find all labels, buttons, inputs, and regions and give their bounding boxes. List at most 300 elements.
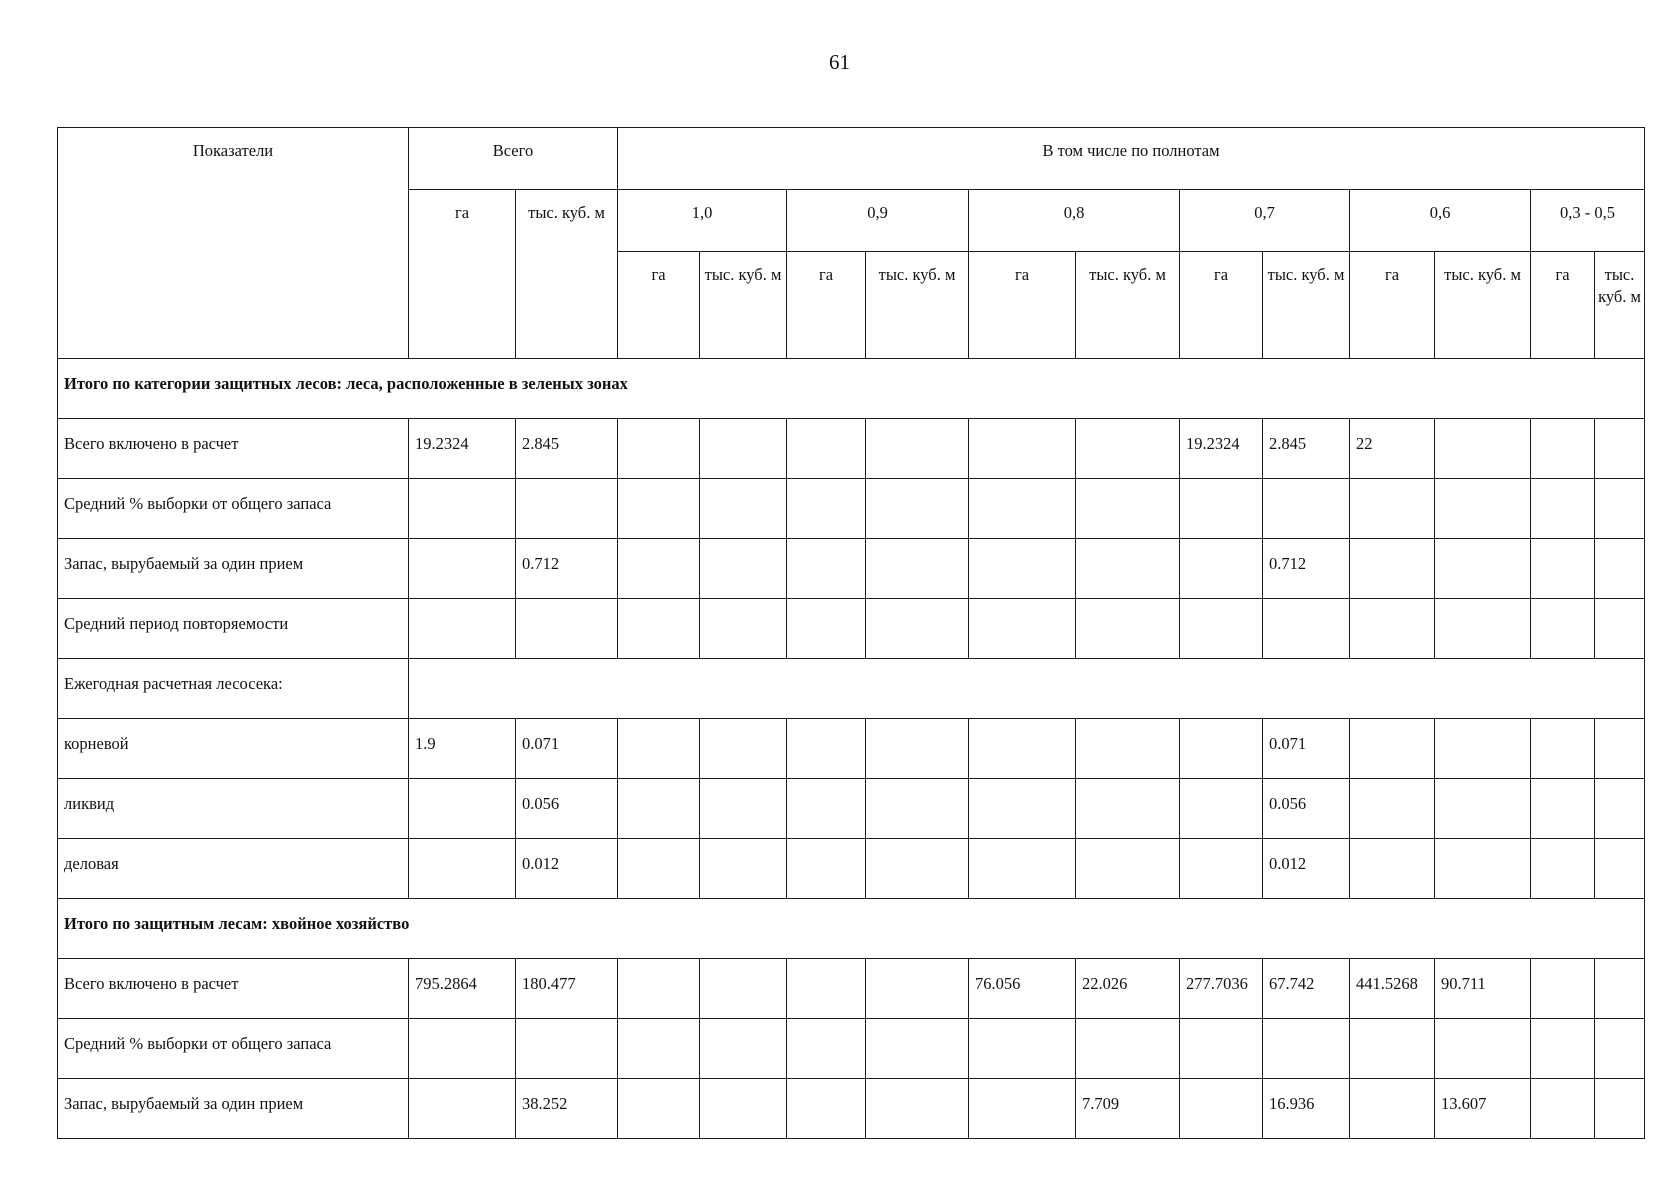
value-cell [866,719,969,779]
cell-value [969,839,1075,854]
page-number: 61 [829,50,850,74]
value-cell [1531,839,1595,899]
cell-value [618,1019,699,1034]
row-label: ликвид [64,794,115,813]
density-label: 0,3 - 0,5 [1560,203,1616,222]
cell-value: 0.056 [522,794,560,813]
cell-value [618,599,699,614]
cell-value: 0.071 [522,734,560,753]
value-cell [969,839,1076,899]
unit-label: га [1014,265,1030,284]
value-cell [700,599,787,659]
value-cell [1350,719,1435,779]
value-cell [618,599,700,659]
cell-value: 2.845 [1269,434,1307,453]
cell-value [969,1019,1075,1034]
cell-value [787,779,865,794]
cell-value [1076,599,1179,614]
cell-value [969,599,1075,614]
by-density-header [618,128,1645,190]
row-label: Средний % выборки от общего запаса [64,494,332,513]
row-label-cell [58,419,409,479]
value-cell [866,479,969,539]
cell-value [787,1079,865,1094]
cell-value: 1.9 [415,734,436,753]
value-cell [700,779,787,839]
value-cell [866,419,969,479]
value-cell [1076,839,1180,899]
cell-value [1076,539,1179,554]
value-cell [1180,1079,1263,1139]
value-cell [1180,1019,1263,1079]
cell-value [866,1019,968,1034]
section1-title [58,359,1645,419]
cell-value: 0.071 [1269,734,1307,753]
unit-label: тыс. куб. м [1598,265,1641,307]
cell-value [700,839,786,854]
total-header-label: Всего [492,141,534,160]
row-label-cell [58,479,409,539]
value-cell [866,959,969,1019]
cell-value [787,959,865,974]
value-cell [1350,599,1435,659]
value-cell [1263,959,1350,1019]
value-cell [787,959,866,1019]
unit-label: га [454,203,470,222]
cell-value [700,419,786,434]
value-cell [787,479,866,539]
value-cell [1350,419,1435,479]
unit-label: тыс. куб. м [1089,265,1166,284]
cell-value [1076,719,1179,734]
value-cell [700,719,787,779]
cell-value [1435,479,1530,494]
value-cell [787,539,866,599]
row-label-cell [58,839,409,899]
value-cell [1531,959,1595,1019]
cell-value [1595,599,1644,614]
value-cell [1595,1019,1645,1079]
cell-value [1350,779,1434,794]
value-cell [700,419,787,479]
value-cell [1263,1019,1350,1079]
value-cell [1263,599,1350,659]
unit-header [700,252,787,359]
row-label-cell [58,659,409,719]
value-cell [969,1079,1076,1139]
cell-value [1350,1019,1434,1034]
table-row [58,419,1645,479]
cell-value [1180,719,1262,734]
row-label-cell [58,539,409,599]
cell-value [700,1019,786,1034]
value-cell [866,1079,969,1139]
value-cell [787,1019,866,1079]
cell-value: 0.712 [1269,554,1307,573]
value-cell [1435,719,1531,779]
value-cell [618,419,700,479]
cell-value [1435,599,1530,614]
value-cell [1531,599,1595,659]
total-m3-header [516,190,618,359]
cell-value [618,959,699,974]
value-cell [409,539,516,599]
value-cell [1180,959,1263,1019]
value-cell [409,779,516,839]
value-cell [1531,479,1595,539]
cell-value [1595,959,1644,974]
value-cell [866,1019,969,1079]
value-cell [1531,419,1595,479]
row-label-cell [58,1019,409,1079]
forest-report-table [57,127,1645,1139]
cell-value [969,719,1075,734]
value-cell [1263,719,1350,779]
value-cell [866,599,969,659]
value-cell [409,419,516,479]
row-label-cell [58,959,409,1019]
value-cell [1180,839,1263,899]
cell-value [969,539,1075,554]
unit-header [969,252,1076,359]
section2-title [58,899,1645,959]
table-row [58,779,1645,839]
cell-value [1076,419,1179,434]
unit-header [618,252,700,359]
value-cell [700,1019,787,1079]
value-cell [1263,539,1350,599]
cell-value [1531,539,1594,554]
cell-value [1595,779,1644,794]
cell-value [787,1019,865,1034]
value-cell [969,539,1076,599]
value-cell [409,479,516,539]
cell-value [787,479,865,494]
value-cell [700,539,787,599]
value-cell [1531,779,1595,839]
row-label: Средний % выборки от общего запаса [64,1034,332,1053]
cell-value [1595,1079,1644,1094]
section2-title-label: Итого по защитным лесам: хвойное хозяйство [64,914,410,933]
cell-value [866,479,968,494]
density-label: 0,6 [1429,203,1451,222]
unit-header [1076,252,1180,359]
cell-value [1076,839,1179,854]
value-cell [618,1019,700,1079]
value-cell [1076,419,1180,479]
table-row [58,539,1645,599]
section1-title-cell [58,359,1645,419]
unit-label: тыс. куб. м [704,265,782,284]
density-header [618,190,787,252]
cell-value [700,779,786,794]
density-label: 0,8 [1063,203,1085,222]
value-cell [1435,1079,1531,1139]
value-cell [1350,839,1435,899]
value-cell [409,599,516,659]
row-label-cell [58,1079,409,1139]
value-cell [1435,419,1531,479]
value-cell [787,1079,866,1139]
cell-value [1350,599,1434,614]
row-label-cell [58,779,409,839]
table-row [58,599,1645,659]
density-header [1180,190,1350,252]
row-label: Запас, вырубаемый за один прием [64,1094,304,1113]
cell-value [1595,419,1644,434]
value-cell [1595,779,1645,839]
cell-value [1350,539,1434,554]
cell-value: 13.607 [1441,1094,1487,1113]
unit-header [1531,252,1595,359]
value-cell [969,479,1076,539]
table-row [58,839,1645,899]
unit-label: га [651,265,666,284]
value-cell [1435,539,1531,599]
cell-value [969,419,1075,434]
value-cell [409,1079,516,1139]
value-cell [866,539,969,599]
value-cell [1595,539,1645,599]
cell-value [1531,419,1594,434]
value-cell [1595,719,1645,779]
value-cell [1076,539,1180,599]
cell-value [1531,959,1594,974]
cell-value: 0.012 [1269,854,1307,873]
unit-label: га [1555,265,1570,284]
cell-value [516,599,617,614]
value-cell [787,599,866,659]
table-row [58,1079,1645,1139]
unit-label: тыс. куб. м [528,203,605,222]
value-cell [969,779,1076,839]
cell-value [1180,1079,1262,1094]
value-cell [1263,779,1350,839]
value-cell [1595,419,1645,479]
cell-value [1435,719,1530,734]
density-header [969,190,1180,252]
row-label-cell [58,599,409,659]
value-cell [1435,779,1531,839]
cell-value [787,719,865,734]
cell-value [1531,1019,1594,1034]
cell-value: 441.5268 [1356,974,1418,993]
cell-value [787,839,865,854]
cell-value [866,719,968,734]
value-cell [1263,1079,1350,1139]
unit-label: тыс. куб. м [1267,265,1345,284]
value-cell [409,839,516,899]
value-cell [516,719,618,779]
cell-value: 0.056 [1269,794,1307,813]
value-cell [1076,1019,1180,1079]
value-cell [516,1079,618,1139]
cell-value: 22 [1356,434,1373,453]
cell-value [700,479,786,494]
value-cell [1531,1019,1595,1079]
value-cell [1595,599,1645,659]
cell-value [1076,479,1179,494]
cell-value: 795.2864 [415,974,477,993]
cell-value [700,719,786,734]
cell-value: 67.742 [1269,974,1315,993]
value-cell [516,539,618,599]
value-cell [969,959,1076,1019]
cell-value [1180,779,1262,794]
value-cell [700,959,787,1019]
value-cell [1350,779,1435,839]
cell-value [787,599,865,614]
value-cell [787,779,866,839]
value-cell [516,839,618,899]
value-cell [1076,779,1180,839]
value-cell [1076,1079,1180,1139]
unit-label: тыс. куб. м [1444,265,1521,284]
merged-empty-cell [409,659,1645,719]
density-header [787,190,969,252]
cell-value [1076,779,1179,794]
cell-value [1263,479,1349,494]
value-cell [1350,479,1435,539]
value-cell [516,779,618,839]
row-label: Средний период повторяемости [64,614,289,633]
value-cell [1595,839,1645,899]
cell-value: 0.012 [522,854,560,873]
cell-value [1435,839,1530,854]
value-cell [1595,1079,1645,1139]
unit-label: га [1384,265,1400,284]
cell-value [1180,839,1262,854]
cell-value: 90.711 [1441,974,1486,993]
total-header [409,128,618,190]
value-cell [1595,959,1645,1019]
cell-value [1531,839,1594,854]
cell-value [866,1079,968,1094]
cell-value [618,779,699,794]
value-cell [1076,959,1180,1019]
cell-value [1531,599,1594,614]
cell-value [866,419,968,434]
row-label: Всего включено в расчет [64,974,239,993]
cell-value [1350,479,1434,494]
cell-value: 0.712 [522,554,560,573]
unit-header [1180,252,1263,359]
cell-value [618,1079,699,1094]
row-label: корневой [64,734,129,753]
value-cell [969,1019,1076,1079]
cell-value [409,539,515,554]
value-cell [700,839,787,899]
row-label: Всего включено в расчет [64,434,239,453]
value-cell [1180,599,1263,659]
cell-value [618,419,699,434]
cell-value [618,539,699,554]
cell-value: 22.026 [1082,974,1128,993]
value-cell [1435,959,1531,1019]
value-cell [1180,779,1263,839]
cell-value [1531,1079,1594,1094]
cell-value [1180,1019,1262,1034]
cell-value [700,959,786,974]
value-cell [516,599,618,659]
annual-cut-row [58,659,1645,719]
value-cell [866,779,969,839]
value-cell [1350,1019,1435,1079]
unit-header [1435,252,1531,359]
cell-value [1350,719,1434,734]
cell-value [700,539,786,554]
cell-value [1180,539,1262,554]
cell-value [700,599,786,614]
value-cell [1180,719,1263,779]
cell-value [1531,779,1594,794]
table-row [58,1019,1645,1079]
value-cell [516,479,618,539]
indicators-header-label: Показатели [192,141,274,160]
value-cell [618,539,700,599]
cell-value [1435,1019,1530,1034]
cell-value [1350,1079,1434,1094]
cell-value [1180,479,1262,494]
cell-value: 38.252 [522,1094,568,1113]
density-header [1350,190,1531,252]
cell-value [866,539,968,554]
cell-value [409,479,515,494]
unit-label: тыс. куб. м [878,265,956,284]
density-header [1531,190,1645,252]
cell-value [1435,419,1530,434]
cell-value [1435,779,1530,794]
section1-title-label: Итого по категории защитных лесов: леса, расположенные в зеленых зонах [64,374,628,393]
value-cell [1350,539,1435,599]
cell-value [409,779,515,794]
table-row [58,479,1645,539]
cell-value [1263,599,1349,614]
cell-value [969,779,1075,794]
value-cell [1263,419,1350,479]
value-cell [1350,1079,1435,1139]
value-cell [969,419,1076,479]
value-cell [516,959,618,1019]
value-cell [866,839,969,899]
cell-value [969,1079,1075,1094]
value-cell [700,1079,787,1139]
density-label: 0,7 [1254,203,1275,222]
cell-value [1595,719,1644,734]
row-label: Запас, вырубаемый за один прием [64,554,304,573]
value-cell [409,719,516,779]
value-cell [1595,479,1645,539]
cell-value [1595,1019,1644,1034]
cell-value [969,479,1075,494]
row-label-cell [58,719,409,779]
value-cell [1076,599,1180,659]
cell-value [516,479,617,494]
table-row [58,719,1645,779]
value-cell [618,839,700,899]
value-cell [618,719,700,779]
value-cell [1531,719,1595,779]
value-cell [787,719,866,779]
cell-value [1531,719,1594,734]
cell-value [866,779,968,794]
value-cell [618,779,700,839]
cell-value [1595,479,1644,494]
value-cell [1435,1019,1531,1079]
value-cell [787,839,866,899]
by-density-header-label: В том числе по полнотам [1042,141,1220,160]
value-cell [787,419,866,479]
